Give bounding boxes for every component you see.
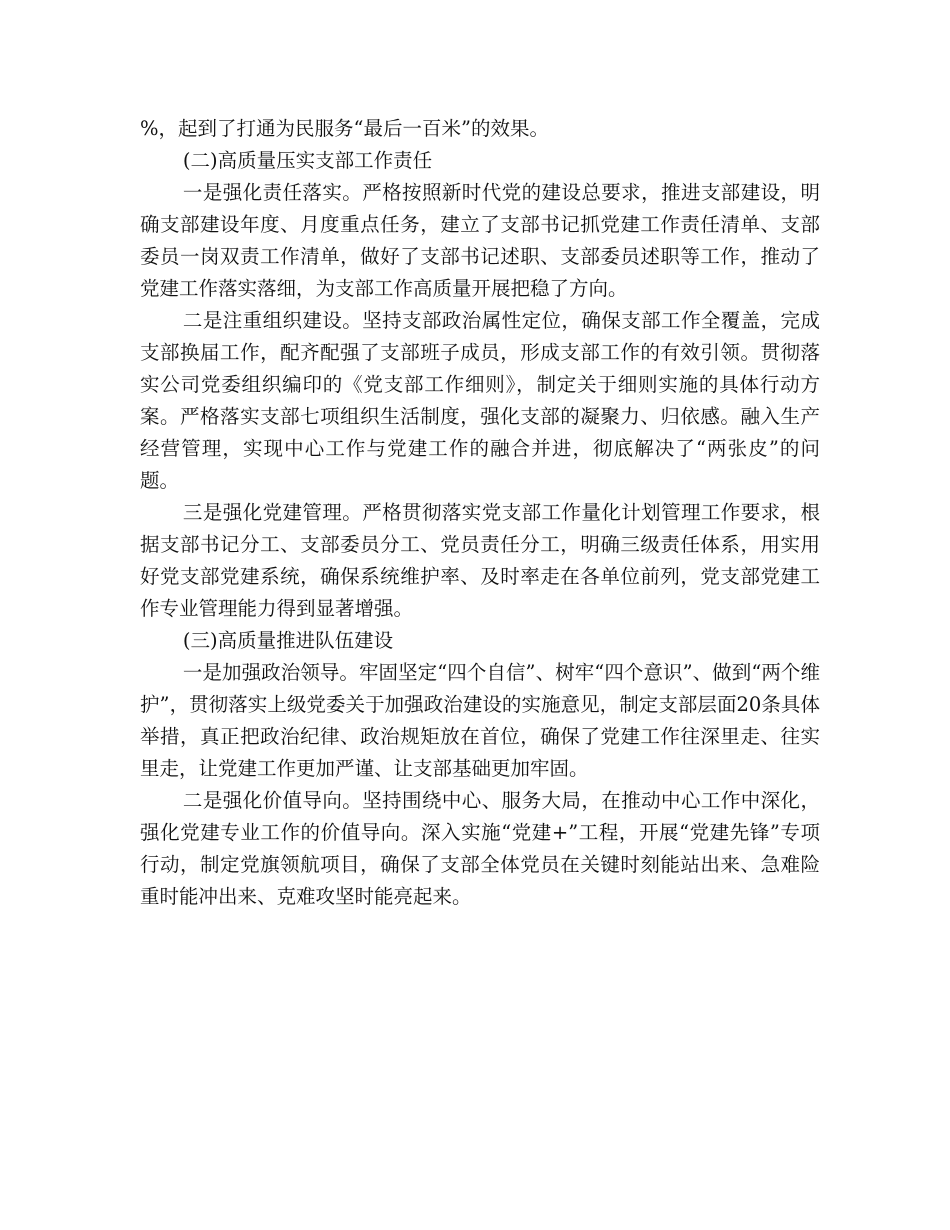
body-paragraph: 一是加强政治领导。牢固坚定“四个自信”、树牢“四个意识”、做到“两个维护”，贯彻落实上级党委关于加强政治建设的实施意见，制定支部层面20条具体举措，真正把政治纪律、政治规矩放在首位，确保了党建工作往深里走、往实里走，让党建工作更加严谨、让支部基础更加牢固。 xyxy=(140,661,820,780)
document-page xyxy=(140,113,820,913)
continuation-paragraph: %，起到了打通为民服务“最后一百米”的效果。 xyxy=(140,117,549,140)
body-paragraph: 三是强化党建管理。严格贯彻落实党支部工作量化计划管理工作要求，根据支部书记分工、支部委员分工、党员责任分工，明确三级责任体系，用实用好党支部党建系统，确保系统维护率、及时率走在各单位前列，党支部党建工作专业管理能力得到显著增强。 xyxy=(140,501,820,620)
body-paragraph: 一是强化责任落实。严格按照新时代党的建设总要求，推进支部建设，明确支部建设年度、月度重点任务，建立了支部书记抓党建工作责任清单、支部委员一岗双责工作清单，做好了支部书记述职、支部委员述职等工作，推动了党建工作落实落细，为支部工作高质量开展把稳了方向。 xyxy=(140,181,820,300)
section-heading-3: (三)高质量推进队伍建设 xyxy=(182,629,394,652)
section-heading-2: (二)高质量压实支部工作责任 xyxy=(182,149,433,172)
body-paragraph: 二是强化价值导向。坚持围绕中心、服务大局，在推动中心工作中深化，强化党建专业工作的价值导向。深入实施“党建+”工程，开展“党建先锋”专项行动，制定党旗领航项目，确保了支部全体党员在关键时刻能站出来、急难险重时能冲出来、克难攻坚时能亮起来。 xyxy=(140,789,820,908)
body-paragraph: 二是注重组织建设。坚持支部政治属性定位，确保支部工作全覆盖，完成支部换届工作，配齐配强了支部班子成员，形成支部工作的有效引领。贯彻落实公司党委组织编印的《党支部工作细则》，制定关于细则实施的具体行动方案。严格落实支部七项组织生活制度，强化支部的凝聚力、归依感。融入生产经营管理，实现中心工作与党建工作的融合并进，彻底解决了“两张皮”的问题。 xyxy=(140,309,820,492)
